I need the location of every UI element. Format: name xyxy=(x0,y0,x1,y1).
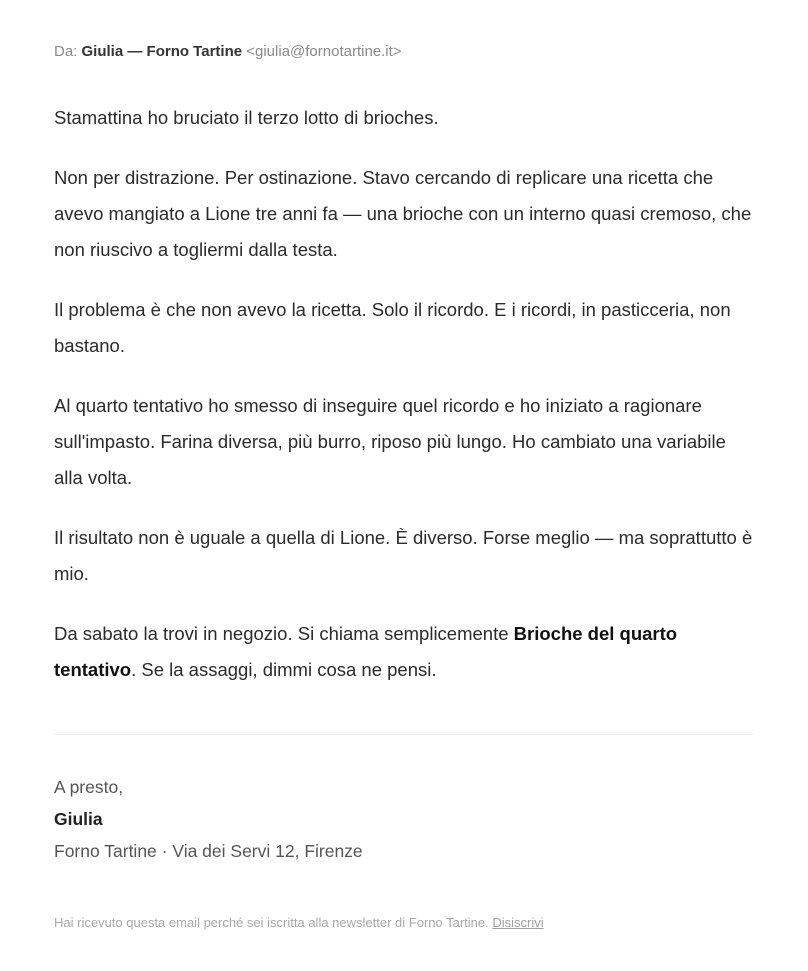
body-paragraph-2: Non per distrazione. Per ostinazione. Stavo cercando di replicare una ricetta che avevo mangiato a Lione tre anni fa — una brioche con un interno quasi cremoso, che non riuscivo a togliermi dalla testa. xyxy=(54,167,752,260)
signature xyxy=(54,771,363,867)
product-name: Brioche del quarto tentativo xyxy=(54,623,678,680)
sender-email: <giulia@fornotartine.it> xyxy=(246,43,402,60)
sender-line xyxy=(54,42,402,62)
signature-name: Giulia xyxy=(54,809,103,829)
unsubscribe-link[interactable]: Disiscrivi xyxy=(492,915,544,930)
paragraph-6-text-end: . Se la assaggi, dimmi cosa ne pensi. xyxy=(131,659,437,680)
signature-closing: A presto, xyxy=(54,777,124,797)
divider xyxy=(54,734,754,735)
body-paragraph-6 xyxy=(54,616,754,688)
body-paragraph-5: Il risultato non è uguale a quella di Lione. È diverso. Forse meglio — ma soprattutto è mio. xyxy=(54,527,753,584)
email-footer xyxy=(54,913,544,933)
sender-name: Giulia — Forno Tartine xyxy=(81,43,243,60)
email-body xyxy=(54,100,754,712)
signature-address: Forno Tartine · Via dei Servi 12, Firenze xyxy=(54,841,363,861)
body-paragraph-3: Il problema è che non avevo la ricetta. Solo il ricordo. E i ricordi, in pasticceria, non bastano. xyxy=(54,299,731,356)
from-label: Da: xyxy=(54,43,78,60)
footer-notice: Hai ricevuto questa email perché sei iscritta alla newsletter di Forno Tartine. xyxy=(54,915,493,930)
body-paragraph-4: Al quarto tentativo ho smesso di inseguire quel ricordo e ho iniziato a ragionare sull'impasto. Farina diversa, più burro, riposo più lungo. Ho cambiato una variabile alla volta. xyxy=(54,395,726,488)
paragraph-6-text-start: Da sabato la trovi in negozio. Si chiama semplicemente xyxy=(54,623,514,644)
body-paragraph-1: Stamattina ho bruciato il terzo lotto di brioches. xyxy=(54,107,439,128)
